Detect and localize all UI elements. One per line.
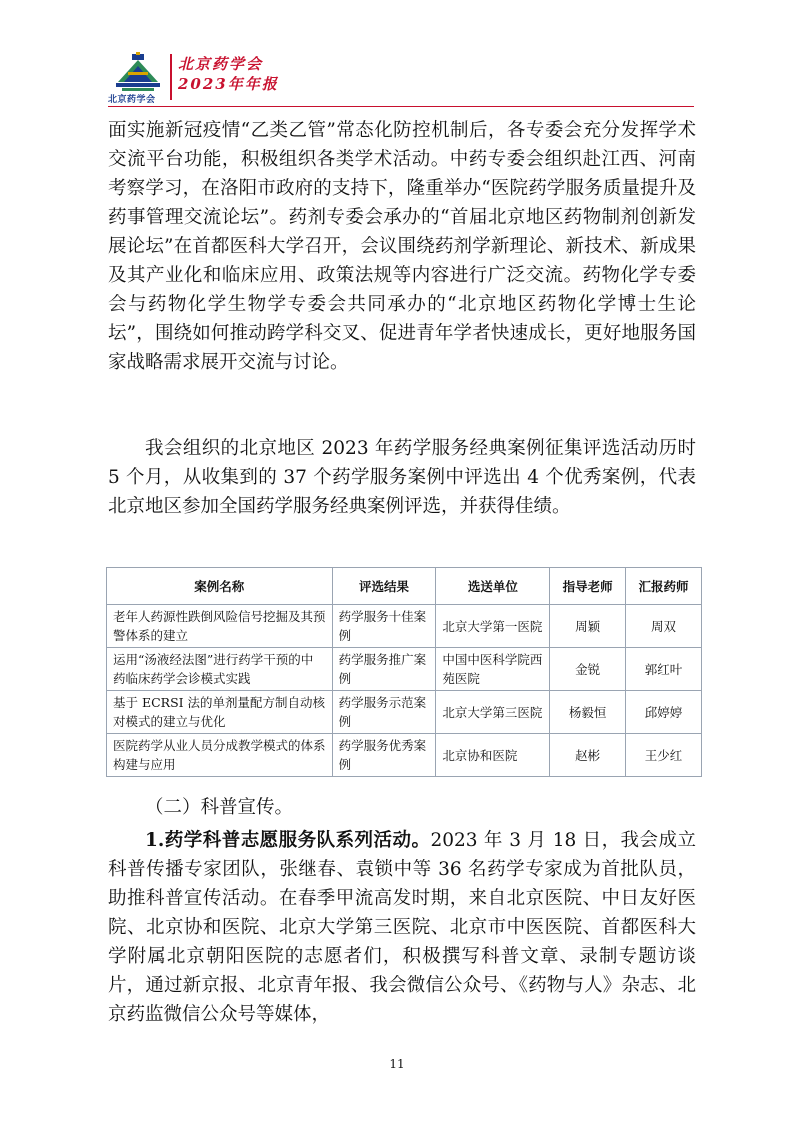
table-row bbox=[107, 734, 702, 777]
result-cell: 药学服务十佳案例 bbox=[332, 605, 436, 648]
paragraph-text: 我会组织的北京地区 2023 年药学服务经典案例征集评选活动历时 5 个月，从收集到的 37 个药学服务案例中评选出 4 个优秀案例，代表北京地区参加全国药学服务经典案例评选，并获得佳绩。 bbox=[108, 438, 696, 517]
presenter-cell: 郭红叶 bbox=[626, 648, 702, 691]
result-cell: 药学服务优秀案例 bbox=[332, 734, 436, 777]
header-presenter: 汇报药师 bbox=[626, 568, 702, 605]
award-cases-table bbox=[106, 567, 702, 777]
unit-cell: 中国中医科学院西苑医院 bbox=[436, 648, 550, 691]
paragraph-text bbox=[108, 826, 696, 1029]
result-cell: 药学服务推广案例 bbox=[332, 648, 436, 691]
item-body: 2023 年 3 月 18 日，我会成立科普传播专家团队，张继春、袁锁中等 36 名药学专家成为首批队员，助推科普宣传活动。在春季甲流高发时期，来自北京医院、中日友好医院、北京协和医院、北京大学第三医院、北京市中医医院、首都医科大学附属北京朝阳医院的志愿者们，积极撰写科普文章、录制专题访谈片，通过新京报、北京青年报、我会微信公众号、《药物与人》杂志、北京药监微信公众号等媒体， bbox=[108, 830, 696, 1025]
table-row bbox=[107, 605, 702, 648]
unit-cell: 北京大学第三医院 bbox=[436, 691, 550, 734]
case-name-cell: 基于 ECRSI 法的单剂量配方制自动核对模式的建立与优化 bbox=[107, 691, 333, 734]
case-name-cell: 运用“汤液经法图”进行药学干预的中药临床药学会诊模式实践 bbox=[107, 648, 333, 691]
item-lead: 1.药学科普志愿服务队系列活动。 bbox=[145, 830, 431, 851]
advisor-cell: 周颖 bbox=[550, 605, 626, 648]
paragraph-academic-activities bbox=[108, 116, 696, 377]
unit-cell: 北京协和医院 bbox=[436, 734, 550, 777]
report-title bbox=[178, 54, 279, 94]
page-number: 11 bbox=[389, 1057, 405, 1071]
result-cell: 药学服务示范案例 bbox=[332, 691, 436, 734]
paragraph-volunteer-team bbox=[108, 826, 696, 1029]
section-heading: （二）科普宣传。 bbox=[145, 797, 294, 818]
presenter-cell: 王少红 bbox=[626, 734, 702, 777]
presenter-cell: 周双 bbox=[626, 605, 702, 648]
presenter-cell: 邱婷婷 bbox=[626, 691, 702, 734]
advisor-cell: 杨毅恒 bbox=[550, 691, 626, 734]
advisor-cell: 金锐 bbox=[550, 648, 626, 691]
table-row bbox=[107, 648, 702, 691]
report-title-line1: 北京药学会 bbox=[178, 55, 264, 73]
case-name-cell: 老年人药源性跌倒风险信号挖掘及其预警体系的建立 bbox=[107, 605, 333, 648]
unit-cell: 北京大学第一医院 bbox=[436, 605, 550, 648]
table-row bbox=[107, 691, 702, 734]
header-result: 评选结果 bbox=[332, 568, 436, 605]
header-divider bbox=[170, 54, 172, 100]
header-advisor: 指导老师 bbox=[550, 568, 626, 605]
society-logo-icon bbox=[112, 52, 164, 92]
advisor-cell: 赵彬 bbox=[550, 734, 626, 777]
logo-text: 北京药学会 bbox=[108, 95, 156, 105]
paragraph-text: 面实施新冠疫情“乙类乙管”常态化防控机制后，各专委会充分发挥学术交流平台功能，积极组织各类学术活动。中药专委会组织赴江西、河南考察学习，在洛阳市政府的支持下，隆重举办“医院药学服务质量提升及药事管理交流论坛”。药剂专委会承办的“首届北京地区药物制剂创新发展论坛”在首都医科大学召开，会议围绕药剂学新理论、新技术、新成果及其产业化和临床应用、政策法规等内容进行广泛交流。药物化学专委会与药物化学生物学专委会共同承办的“北京地区药物化学博士生论坛”，围绕如何推动跨学科交叉、促进青年学者快速成长，更好地服务国家战略需求展开交流与讨论。 bbox=[108, 120, 696, 373]
case-name-cell: 医院药学从业人员分成教学模式的体系构建与应用 bbox=[107, 734, 333, 777]
header-rule bbox=[108, 106, 694, 107]
report-title-line2: 2023年年报 bbox=[178, 75, 279, 93]
header-case-name: 案例名称 bbox=[107, 568, 333, 605]
paragraph-case-selection bbox=[108, 434, 696, 521]
header-unit: 选送单位 bbox=[436, 568, 550, 605]
table-header-row bbox=[107, 568, 702, 605]
page-header bbox=[108, 50, 708, 110]
